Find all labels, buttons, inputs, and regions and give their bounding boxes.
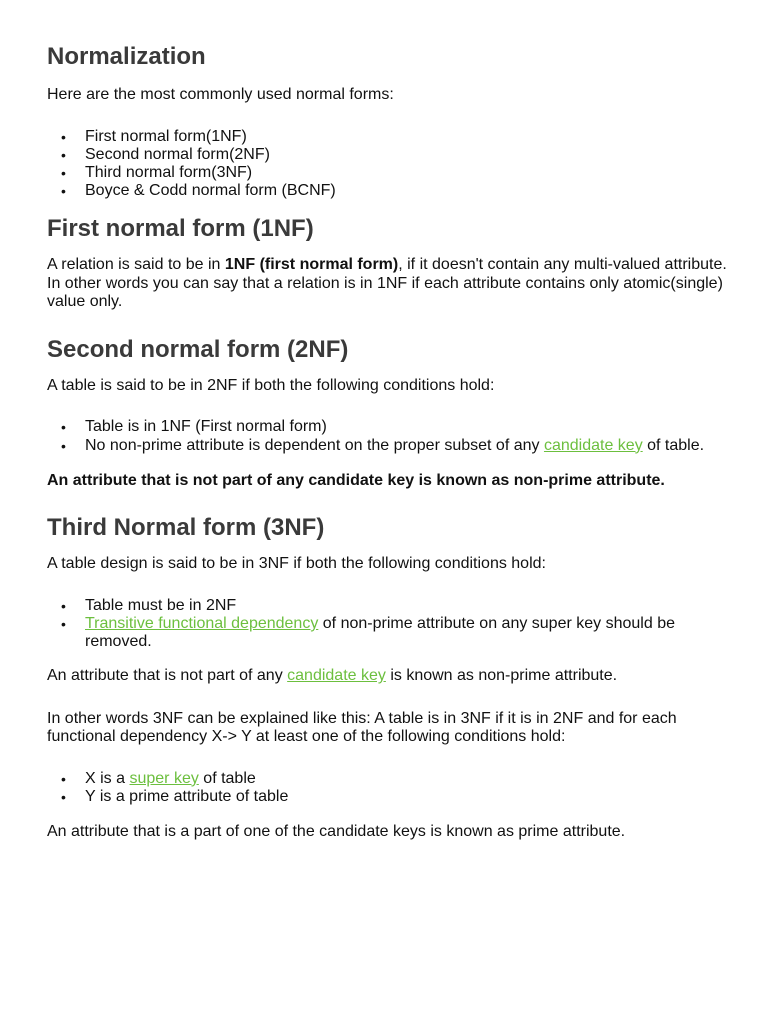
text-span: of non-prime attribute on any super key should be removed.: [85, 614, 675, 651]
intro-3nf: A table design is said to be in 3NF if both the following conditions hold:: [47, 555, 546, 573]
paragraph-prime-attribute: An attribute that is a part of one of the candidate keys is known as prime attribute.: [47, 823, 626, 841]
conditions-list-fd: [47, 770, 727, 806]
list-item: • Third normal form(3NF): [85, 164, 727, 182]
bold-term: 1NF (first normal form): [224, 256, 399, 274]
conditions-list-2nf: [47, 418, 727, 454]
heading-1nf: First normal form (1NF): [47, 215, 314, 243]
normal-forms-list: [47, 128, 727, 201]
note-2nf: An attribute that is not part of any candidate key is known as non-prime attribute.: [47, 471, 665, 489]
page-title: Normalization: [47, 43, 206, 70]
list-item: • Boyce & Codd normal form (BCNF): [85, 182, 727, 200]
text-span: of table: [198, 769, 256, 787]
text-span: is known as non-prime attribute.: [385, 667, 618, 685]
text-span: X is a: [85, 769, 130, 787]
list-item: • Table must be in 2NF: [85, 597, 727, 615]
transitive-dependency-link[interactable]: Transitive functional dependency: [85, 614, 319, 632]
super-key-link[interactable]: super key: [129, 769, 199, 787]
text-span: A relation is said to be in: [47, 256, 225, 274]
intro-2nf: A table is said to be in 2NF if both the following conditions hold:: [47, 376, 495, 394]
list-item: [85, 770, 727, 788]
document-page: [47, 42, 727, 842]
list-item: • Table is in 1NF (First normal form): [85, 418, 727, 436]
candidate-key-link[interactable]: candidate key: [543, 436, 643, 454]
text-span: No non-prime attribute is dependent on the proper subset of any: [85, 436, 544, 454]
paragraph-3nf-explained: In other words 3NF can be explained like this: A table is in 3NF if it is in 2NF and for each functional dependency X-> Y at least one of the following conditions hold:: [47, 709, 677, 746]
text-span: , if it doesn't contain any multi-valued attribute. In other words you can say that a relation is in 1NF if each attribute contains only atomic(single) value only.: [47, 256, 727, 311]
heading-3nf: Third Normal form (3NF): [47, 514, 325, 542]
list-item: [85, 615, 727, 651]
paragraph-3nf-nonprime: [47, 667, 727, 686]
list-item: • Y is a prime attribute of table: [85, 788, 727, 806]
intro-text: Here are the most commonly used normal forms:: [47, 86, 394, 103]
text-span: An attribute that is not part of any: [47, 667, 288, 685]
text-span: of table.: [642, 436, 705, 454]
heading-2nf: Second normal form (2NF): [47, 335, 349, 363]
list-item: [85, 437, 727, 455]
list-item: • First normal form(1NF): [85, 128, 727, 146]
list-item: • Second normal form(2NF): [85, 146, 727, 164]
candidate-key-link[interactable]: candidate key: [287, 667, 386, 685]
paragraph-1nf: [47, 256, 727, 312]
conditions-list-3nf: [47, 597, 727, 652]
